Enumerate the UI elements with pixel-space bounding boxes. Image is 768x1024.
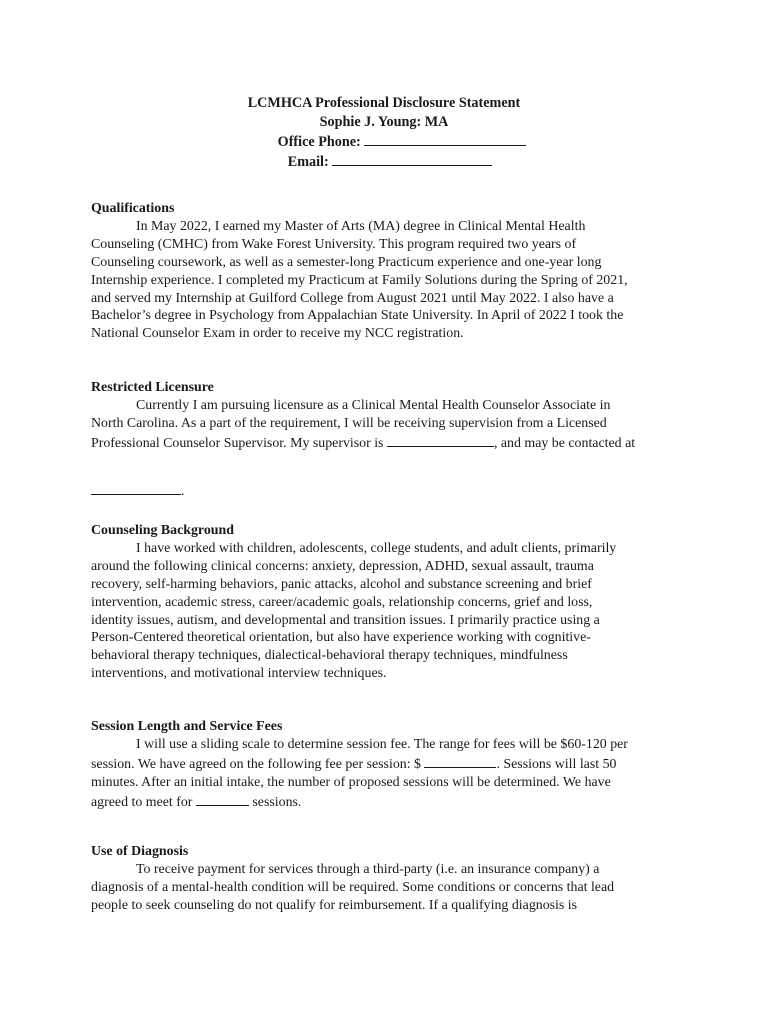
background-line: I have worked with children, adolescents, college students, and adult clients, primarily (136, 540, 617, 556)
email-label: Email: (287, 154, 329, 170)
email-blank (332, 152, 492, 166)
fees-section (91, 718, 691, 812)
restricted-line-text: Professional Counselor Supervisor. My supervisor is (91, 435, 387, 451)
fees-line (91, 792, 691, 812)
office-phone-blank (364, 132, 526, 146)
contact-blank (91, 481, 181, 495)
fees-line-text: agreed to meet for (91, 794, 196, 810)
restricted-licensure-section (91, 379, 691, 501)
restricted-line-text: . (181, 483, 185, 499)
qualifications-line: Counseling (CMHC) from Wake Forest University. This program required two years of (91, 236, 577, 252)
background-line: intervention, academic stress, career/academic goals, relationship concerns, grief and loss, (91, 594, 593, 610)
qualifications-line: National Counselor Exam in order to receive my NCC registration. (91, 326, 464, 342)
fees-heading: Session Length and Service Fees (91, 719, 283, 734)
restricted-line (91, 433, 691, 453)
restricted-line-text: , and may be contacted at (493, 435, 636, 451)
restricted-line (91, 481, 691, 501)
sessions-blank (196, 792, 249, 806)
background-line: behavioral therapy techniques, dialectical-behavioral therapy techniques, mindfulness (91, 648, 568, 664)
fees-line-text: sessions. (248, 794, 302, 810)
fees-line-text: . Sessions will last 50 (496, 756, 617, 772)
background-line: around the following clinical concerns: anxiety, depression, ADHD, sexual assault, trauma (91, 558, 594, 574)
background-line: interventions, and motivational interview techniques. (91, 666, 387, 682)
restricted-line: Currently I am pursuing licensure as a Clinical Mental Health Counselor Associate in (136, 397, 611, 413)
fees-line: I will use a sliding scale to determine session fee. The range for fees will be $60-120 per (136, 736, 628, 752)
qualifications-line: Counseling coursework, as well as a semester-long Practicum experience and one-year long (91, 254, 602, 270)
diagnosis-line: people to seek counseling do not qualify for reimbursement. If a qualifying diagnosis is (91, 897, 578, 913)
counseling-background-section (91, 522, 691, 683)
fee-blank (424, 754, 496, 768)
counselor-name: Sophie J. Young: MA (319, 114, 449, 130)
fees-line-text: session. We have agreed on the following fee per session: $ (91, 756, 425, 772)
document-header (0, 94, 768, 172)
diagnosis-heading: Use of Diagnosis (91, 844, 189, 859)
supervisor-blank (387, 433, 494, 447)
restricted-line: North Carolina. As a part of the requirement, I will be receiving supervision from a Licensed (91, 415, 607, 431)
qualifications-line: and served my Internship at Guilford College from August 2021 until May 2022. I also have a (91, 290, 614, 306)
fees-line (91, 754, 691, 774)
restricted-licensure-heading: Restricted Licensure (91, 380, 214, 395)
qualifications-line: Bachelor’s degree in Psychology from Appalachian State University. In April of 2022 I took the (91, 308, 624, 324)
qualifications-heading: Qualifications (91, 201, 175, 216)
diagnosis-section (91, 843, 691, 915)
email-row (0, 152, 768, 172)
qualifications-line: In May 2022, I earned my Master of Arts (MA) degree in Clinical Mental Health (136, 218, 586, 234)
office-phone-label: Office Phone: (277, 134, 361, 150)
counseling-background-heading: Counseling Background (91, 523, 234, 538)
document-title: LCMHCA Professional Disclosure Statement (247, 95, 521, 111)
background-line: recovery, self-harming behaviors, panic attacks, alcohol and substance screening and brief (91, 576, 592, 592)
background-line: identity issues, autism, and developmental and transition issues. I primarily practice using a (91, 612, 600, 628)
diagnosis-line: diagnosis of a mental-health condition will be required. Some conditions or concerns that lead (91, 879, 615, 895)
diagnosis-line: To receive payment for services through a third-party (i.e. an insurance company) a (136, 861, 600, 877)
office-phone-row (0, 132, 768, 152)
fees-line: minutes. After an initial intake, the number of proposed sessions will be determined. We have (91, 774, 611, 790)
qualifications-section (91, 200, 691, 343)
background-line: Person-Centered theoretical orientation, but also have experience working with cognitive- (91, 630, 591, 646)
qualifications-line: Internship experience. I completed my Practicum at Family Solutions during the Spring of 2021, (91, 272, 628, 288)
